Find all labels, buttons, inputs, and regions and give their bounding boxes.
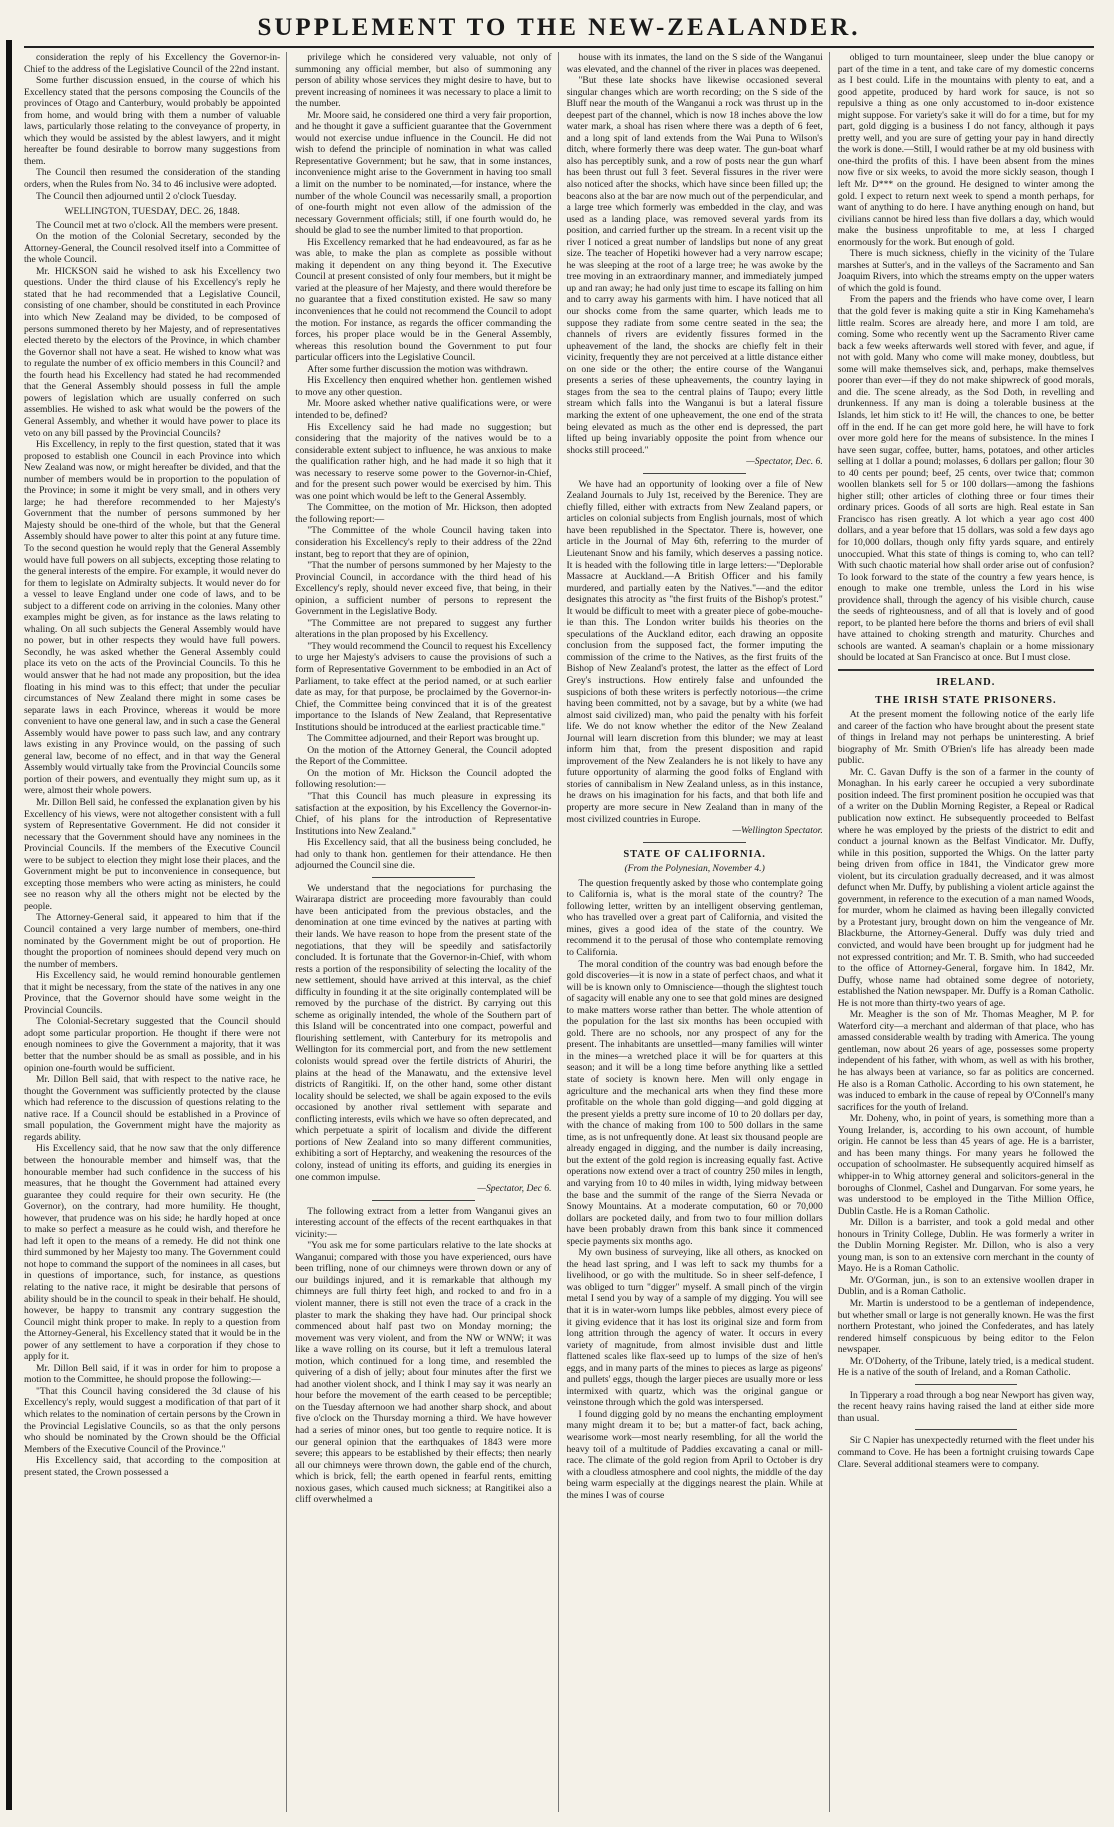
paragraph: His Excellency, in reply to the first question, stated that it was proposed to establish one Council in each Province into which New Zealand was now, or might hereafter be divided, and that the number of members would be in proportion to the population of the Province; in some it might be very small, and in others very large; he had therefore recommended to her Majesty's Government that the number of persons summoned by her Majesty should be one-third of the whole, but that the General Assembly should have power to alter this point at any future time. To the second question he would reply that the General Assembly would have full powers on all subjects, excepting those relating to the general interests of the empire. For example, it would never do for them to legislate on Admiralty subjects. It would never do for a vessel to leave England under one code of laws, and to be subject to a different code on arriving in the colonies. Many other examples might be given, as for instance as the laws relating to whaling. On all such subjects the General Assembly would have no power, but in other respects they would have full powers. Secondly, he was asked whether the General Assembly could place its veto on the acts of the Provincial Councils. To this he would answer that he had not made any proposition, but the idea floating in his mind was to this effect; that under the peculiar circumstances of New Zealand there might in some cases be separate laws in each Province, whereas it would be more convenient to have one general law, and in such a case the General Assembly would have power to pass such law, and any contrary laws existing in any Province would, on the passing of such general law, become of no effect, and in that way the General Assembly would virtually take from the Provincial Councils some portion of their powers, and eventually they might sum up, as it were, almost their whole powers. [24,439,281,797]
paragraph: His Excellency said, he would remind honourable gentlemen that it might be necessary, from the state of the natives in any one Province, that the Governor should have some weight in the Provincial Councils. [24,970,281,1016]
paragraph: On the motion of the Attorney General, the Council adopted the Report of the Committee. [295,744,552,768]
paragraph: On the motion of the Colonial Secretary, seconded by the Attorney-General, the Council resolved itself into a Committee of the whole Council. [24,231,281,266]
column-divider-rule [643,842,746,843]
column-divider-rule [915,1384,1018,1385]
paragraph: The Council then adjourned until 2 o'clock Tuesday. [36,190,237,202]
article-subheading: (From the Polynesian, November 4.) [624,863,765,875]
paragraph: Mr. Moore said, he considered one third a very fair proportion, and he thought it gave a sufficient guarantee that the Government would not exercise undue influence in the Council. He did not wish to defend the principle of nomination in what was called Representative Government; but he saw, that in some instances, inconvenience might arise to the Government in having too small a limit on the number to be nominated,—for instance, where the number of the whole Council was necessarily small, a proportion of one-fourth might not even allow of the admission of the necessary Government officials; still, if one fourth would do, he should be glad to see the number limited to that proportion. [295,109,552,237]
dateline: WELLINGTON, TUESDAY, DEC. 26, 1848. [64,206,240,218]
paragraph: The question frequently asked by those who contemplate going to California is, what is the moral state of the country? The following letter, written by an intelligent observing gentleman, who has travelled over a great part of California, and visited the mines, gives a good idea of the state of the country. We recommend it to the perusal of those who contemplate removing to California. [566,877,823,959]
column-4 [838,52,1094,1812]
source-credit: —Spectator, Dec. 6. [746,456,823,468]
article-heading: THE IRISH STATE PRISONERS. [875,694,1057,706]
paragraph: There is much sickness, chiefly in the vicinity of the Tulare marshes at Sutter's, and in the valleys of the Sacramento and San Joaquim Rivers, into which the streams empty on the upper waters of which the gold is found. [837,248,1094,294]
paragraph: His Excellency said, that all the business being concluded, he had only to thank hon. gentlemen for their attendance. He then adjourned the Council sine die. [295,837,552,872]
paragraph: In Tipperary a road through a bog near Newport has given way, the recent heavy rains having raised the land at either side more than usual. [837,1389,1094,1424]
paragraph: On the motion of Mr. Hickson the Council adopted the following resolution:— [295,767,552,791]
left-margin-bar [6,40,12,1810]
paragraph: Mr. Moore asked whether native qualifications were, or were intended to be, defined? [295,398,552,421]
paragraph: "You ask me for some particulars relative to the late shocks at Wanganui; compared with those you have experienced, ours have been trifling, none of our chimneys were thrown down or any of our buildings injured, and it is remarkable that although my chimneys are full thirty feet high, and rocked to and fro in a violent manner, there is still not even the trace of a crack in the plaster to mark the shaking they have had. Our principal shock commenced about half past two on Monday morning; the movement was very violent, and from the NW or WNW; it was like a wave rolling on its course, but it left a tremulous lateral motion, which continued for a long time, and resembled the quivering of a dish of jelly; about four minutes after the first we had another violent shock, and I think I may say it was nearly an hour before the movement of the earth ceased to be perceptible; on the Tuesday afternoon we had another sharp shock, and about five o'clock on the Thursday morning a third. We have however had a series of minor ones, but too gentle to require notice. It is our general opinion that the earthquakes of 1843 were more severe; this appears to be established by their effects; then nearly all our chimneys were thrown down, the gable end of the church, which is brick, fell; the earth opened in fearful rents, emitting noxious gases, which caused much sickness; at Rangitikei also a cliff overwhelmed a [295,1240,552,1506]
paragraph: Mr. Dillon is a barrister, and took a gold medal and other honours in Trinity College, Dublin. He was formerly a writer in the Dublin Morning Register. Mr. Dillon, who is also a very young man, is son to an extensive corn merchant in the county of Mayo. He is a Roman Catholic. [837,1217,1094,1275]
paragraph: house with its inmates, the land on the S side of the Wanganui was elevated, and the channel of the river in places was deepened. [566,52,823,75]
paragraph: From the papers and the friends who have come over, I learn that the gold fever is making quite a stir in King Kamehameha's little realm. Scores are already here, and more I am told, are coming. Some who recently went up the Sacramento River came back a few weeks afterwards well stored with fever, and ague, if not with gold. Many who come will make money, doubtless, but some will make themselves sick, and, perhaps, make themselves poorer than ever—if they do not make shipwreck of good morals, and die. The scene already, as the Sod Doth, in revelling and drunkenness. If any man is doing a tolerable business at the Islands, let him stick to it! He will, the chances to one, be better off in the end. If he can get more gold here, he will have to fork over more gold here for the means of subsistence. In the mines I have seen sugar, coffee, butter, hams, potatoes, and other articles selling at 1 dollar a pound; molasses, 6 dollars per gallon; flour 30 to 40 cents per pound; beef, 25 cents, over twice that; common woollen blankets sell for 5 or 100 dollars—among the fashions higher still; other articles of clothing three or four times their ordinary prices. Goods of all sorts are high. Real estate in San Francisco has risen greatly. A lot which a year ago cost 400 dollars, and a year before that 15 dollars, was sold a few days ago for 10,000 dollars, though only fifty yards square, and entirely unoccupied. What this state of things is coming to, who can tell? With such chaotic material how shall order arise out of confusion? To look forward to the state of the country a few years hence, is enough to make one tremble, unless the Lord in his wise providence shall, through the agency of his visible church, cause the seeds of righteousness, and of all that is lovely and of good report, to be planted here before the thorns and briers of evil shall have attained to choking strength and maturity. Churches and schools are wanted. A seaman's chaplain or a home missionary should be located at San Francisco at once. But I must close. [837,294,1094,664]
column-2 [295,52,558,1812]
paragraph: Mr. HICKSON said he wished to ask his Excellency two questions. Under the third clause of his Excellency's reply he stated that he had recommended that a Legislative Council, consisting of one chamber, should be constituted in each Province into which New Zealand may be divided, to be composed of persons summoned thereto by her Majesty, and of representatives elected thereto by the electors of the Province, in which chamber the Governor shall not have a seat. He wished to know what was to regulate the number of ex officio members in this Council? and the fourth head his Excellency had stated he had recommended that the General Assembly should possess in full the ample powers of legislation which are usually conferred on such assemblies. He wished to ask what would be the powers of the General Assembly, and whether it would have power to place its veto on any bill passed by the Provincial Councils? [24,265,281,439]
paragraph: Mr. Dillon Bell said, if it was in order for him to propose a motion to the Committee, he should propose the following:— [24,1362,281,1386]
paragraph: I found digging gold by no means the enchanting employment many might dream it to be; but a matter-of fact, back aching, wearisome work—most nearly resembling, for all the world the heavy toil of a multitude of Paddies excavating a canal or mill-race. The climate of the gold region from April to October is dry with a cloudless atmosphere and cool nights, the middle of the day being warm especially at the diggings nearest the plain. While at the mines I was of course [566,1408,823,1501]
paragraph: Sir C Napier has unexpectedly returned with the fleet under his command to Cove. He has been a fortnight cruising towards Cape Clare. Several additional steamers were to company. [837,1435,1094,1470]
paragraph: obliged to turn mountaineer, sleep under the blue canopy or part of the time in a tent, and take care of my domestic concerns as I best could. Life in the mountains with plenty to eat, and a good appetite, produced by hard work for sauce, is not so repulsive a thing as one only accustomed to in-door existence might suppose. For variety's sake it will do for a time, but for my part, gold digging is a business I do not fancy, although it pays pretty well, and you are sure of getting your pay in hand directly the work is done.—Still, I would rather be at my old business with one-third the profits of this. I have been absent from the mines now five or six weeks, to avoid the more sickly season, though I left Mr. D*** on the ground. He designed to winter among the gold. I expect to return next week to spend a month perhaps, for want of anything to do here. I have anything enough on hand, but civilians cannot be hired less than five dollars a day, which would make the business unprofitable to me, at less I charged enormously for the work. But enough of gold. [837,52,1094,248]
paragraph: "But these late shocks have likewise occasioned several singular changes which are worth recording; on the S side of the Bluff near the mouth of the Wanganui a rock was thrust up in the deepest part of the channel, which is now 18 inches above the low water mark, a shoal has risen where there was a depth of 6 feet, and a long spit of land extends from the Wai Puna to Wilson's ditch, where formerly there was deep water. The gun-boat wharf also has perceptibly sunk, and a row of posts near the gun wharf has been thrust out full 3 feet. Several fissures in the river were also noticed after the shocks, which have since been filled up; the beacons also at the bar are now much out of the perpendicular, and a large tree which formerly was embedded in the clay, and was used as a landing place, was removed several yards from its position, and carried further up the stream. In a recent visit up the river I noticed a great number of landslips but none of any great size. The teacher of Hopetiki however had a very narrow escape; he was sleeping at the root of a large tree; he was awoke by the tree moving in an extraordinary manner, and immediately jumped up and ran away; he had only just time to escape its falling on him and to carry away his garments with him. I have noticed that all our shocks come from the same quarter, which leads me to suppose they radiate from some centre seated in the sea; the channels of rivers are evidently fissures formed in the upheavement of the land, the shocks are chiefly felt in their vicinity, frequently they are not perceived at a little distance either on one side or the other; the entire course of the Wanganui presents a series of these upheavements, the country laying in stages from the sea to the central plains of Taupo; every little stream which falls into the Wanganui is but a lateral fissure marking the extent of one upheavement, the one end of the strata being elevated as much as the other end is depressed, the part lifted up being invariably opposite the point from whence our shocks still proceed." [566,75,823,456]
paragraph: "The Committee are not prepared to suggest any further alterations in the plan proposed by his Excellency. [295,617,552,641]
column-divider-rule [372,877,475,878]
newspaper-page [24,10,1094,1815]
paragraph: "That this Council having considered the 3d clause of his Excellency's reply, would suggest a modification of that part of it which relates to the nomination of certain persons by the Crown in the Provincial Legislative Councils, so as that the only persons who should be nominated by the Crown should be the Official Members of the Executive Council of the Province." [24,1385,281,1455]
column-divider-rule [915,1429,1018,1430]
source-credit: —Wellington Spectator. [732,825,823,837]
column-divider-rule [643,473,746,474]
paragraph: Mr. Martin is understood to be a gentleman of independence, but whether small or large is not generally known. He was the first northern Protestant, who joined the Confederates, and has lately rendered himself conspicuous by being editor to the Felon newspaper. [837,1297,1094,1356]
paragraph: His Excellency said, that he now saw that the only difference between the honourable member and himself was, that the honourable member had such confidence in the success of his measures, that he thought the Government had attained every guarantee they could require for their own security. He (the Governor), on the contrary, had more humility. He thought, however, that prudence was on his side; he hardly hoped at once to make so perfect a measure as he could wish, and therefore he had left it open to the means of a remedy. He did not think one third summoned by her Majesty too many. The Government could not hope to command the support of the nominees in all cases, but in questions of importance, such, for instance, as questions relating to the native race, it might be desirable that persons of ability should be in the council to speak in their behalf. He should, however, be happy to transmit any contrary suggestion the Council might think proper to make. In reply to a question from the Attorney-General, his Excellency stated that it would be in the power of any settlement to have a corporation if they chose to apply for it. [24,1143,281,1363]
section-divider-rule [838,669,1094,671]
paragraph: Mr. O'Gorman, jun., is son to an extensive woollen draper in Dublin, and is a Roman Catholic. [837,1274,1094,1298]
source-credit: —Spectator, Dec 6. [477,1183,552,1195]
masthead: SUPPLEMENT TO THE NEW-ZEALANDER. [24,10,1094,48]
paragraph: My own business of surveying, like all others, as knocked on the head last spring, and I was left to sack my thumbs for a livelihood, or go with the multitude. So in sheer self-defence, I was obliged to turn "digger" myself. A small pinch of the virgin metal I send you by way of a sample of my digging. You will see that it is in water-worn lumps like pebbles, almost every piece of it giving evidence that it has lost its original size and form from long attrition through the agency of water. It occurs in every variety of magnitude, from almost invisible dust and little flattened scales like flax-seed up to lumps of the size of hen's eggs, and in many parts of the mines to pieces as large as pigeons' and pullets' eggs, though the larger pieces are usually more or less intermixed with quartz, which was the original gangue or veinstone through which the gold was interspersed. [566,1247,823,1409]
paragraph: The following extract from a letter from Wanganui gives an interesting account of the effects of the recent earthquakes in that vicinity:— [295,1205,552,1240]
paragraph: Mr. Dillon Bell said, he confessed the explanation given by his Excellency of his views, were not altogether consistent with a full system of Representative Government. He did not consider it necessary that the Government should have any nominees in the Provincial Councils. If the members of the Executive Council were to be subject to election they might lose their places, and the Government might be put to inconvenience in consequence, but excepting those members who were acting as ministers, he could see no reason why all the others might not be elected by the people. [24,797,281,912]
paragraph: Mr. Doheny, who, in point of years, is something more than a Young Irelander, is, according to his own account, of humble origin. He cannot be less than 45 years of age. He is a barrister, and has been many things. For many years he followed the occupation of schoolmaster. He subsequently acquired himself as whipper-in to Whig attorney general and solicitors-general in the boroughs of Clonmel, Cashel and Dungarvan. For some years, he was understood to be employed in the Tithe Million Office, Dublin Castle. He is a Roman Catholic. [837,1113,1094,1217]
paragraph: "They would recommend the Council to request his Excellency to urge her Majesty's advisers to cause the provisions of such a form of Representative Government to be embodied in an Act of Parliament, to take effect at the period named, or at such earlier date as may, for that purpose, be proclaimed by the Governor-in-Chief, the Committee being convinced that it is of the greatest importance to the Islands of New Zealand, that Representative Institutions should be introduced at the earliest practicable time." [295,640,552,733]
article-heading: IRELAND. [936,676,996,688]
paragraph: The moral condition of the country was bad enough before the gold discoveries—it is now in a state of perfect chaos, and what it will be is known only to Omniscience—though the slightest touch of sagacity will enable any one to see that gold mines are designed to make matters worse rather than better. The whole attention of the population for the last six months has been occupied with gold. There are no schools, nor any prospect of any for the present. The inhabitants are unsettled—many families will winter in the mines—a wretched place it will be for quarters at this season; and it will be a long time before anything like a settled state of society is known here. Men will only engage in agriculture and the mechanical arts when they find these more profitable on the whole than gold digging—and gold digging at the present yields a pretty sure income of 10 to 20 dollars per day, with the chance of making from 100 to 500 dollars in the same time, as is not unfrequently done. At least six thousand people are already engaged in digging, and the number is daily increasing, but the extent of the gold region is increasing equally fast. Active operations now extend over a tract of country 250 miles in length, and varying from 10 to 40 miles in width, lying midway between the base and the summit of the range of the Sierra Nevada or Snowy Mountains. At a moderate computation, 60 or 70,000 dollars are pocketed daily, and from two to four million dollars have been probably drawn from this bank since it commenced specie payments six months ago. [566,958,823,1247]
paragraph: We understand that the negociations for purchasing the Wairarapa district are proceeding more favourably than could have been anticipated from the previous obstacles, and the denomination at one time evinced by the natives at parting with their lands. We have reason to hope from the present state of the negotiations, that they will be speedily and satisfactorily concluded. It is fortunate that the Governor-in-Chief, with whom rests a portion of the responsibility of selecting the locality of the new settlement, should have arrived at this interval, as the chief difficulty in founding it at the site originally contemplated will be removed by the purchase of the district. By carrying out this scheme as originally intended, the whole of the Southern part of this Island will be concentrated into one compact, powerful and flourishing settlement, with Canterbury for its metropolis and Wellington for its commercial port, and from the new settlement colonists would spread over the fertile districts of Ahuriri, the plains at the head of the Manawatu, and the extensive level districts of Rangitiki. If, on the other hand, some other distant locality should be selected, we shall be again exposed to the evils occasioned by another rival settlement with separate and conflicting interests, evils which we have so often deprecated, and which perpetuate a spirit of localism and divide the different portions of New Zealand into so many different communities, exhibiting a sort of Heptarchy, and weakening the resources of the colony, instead of uniting its efforts, and guiding its energies in one common impulse. [295,882,552,1183]
paragraph: consideration the reply of his Excellency the Governor-in-Chief to the address of the Legislative Council of the 22nd instant. [24,52,281,75]
paragraph: The Council then resumed the consideration of the standing orders, when the Rules from No. 34 to 46 inclusive were adopted. [24,167,281,191]
paragraph: The Council met at two o'clock. All the members were present. [36,219,279,231]
paragraph: "That the number of persons summoned by her Majesty to the Provincial Council, in accordance with the third head of his Excellency's reply, should never exceed five, that being, in their opinion, a sufficient number of persons to represent the Government in the Legislative Body. [295,560,552,618]
paragraph: "That this Council has much pleasure in expressing its satisfaction at the exposition, by his Excellency the Governor-in-Chief, of his plans for the introduction of Representative Institutions into New Zealand." [295,791,552,837]
paragraph: privilege which he considered very valuable, not only of summoning any official member, but also of summoning any person of ability whose services they might desire to have, but to prevent increasing of nominees it was necessary to place a limit to the number. [295,52,552,110]
article-heading: STATE OF CALIFORNIA. [623,848,766,860]
paragraph: His Excellency remarked that he had endeavoured, as far as he was able, to make the plan as complete as possible without making it dependent on any thing beyond it. The Executive Council at present consisted of only four members, but it might be varied at the pleasure of her Majesty, and there would therefore be no guarantee that a fixed constitution existed. He saw so many inconveniences that he could not recommend the Council to adopt the motion. For instance, as regards the officer commanding the forces, his proper place would be in the General Assembly, whereas this resolution bound the Government to put four particular officers into the Legislative Council. [295,236,552,364]
paragraph: "The Committee of the whole Council having taken into consideration his Excellency's reply to their address of the 22nd instant, beg to report that they are of opinion, [295,525,552,560]
column-3 [567,52,830,1812]
paragraph: At the present moment the following notice of the early life and career of the faction who have brought about the present state of things in Ireland may not perhaps be uninteresting. A brief biography of Mr. Smith O'Brien's life has already been made public. [837,709,1094,767]
paragraph: Mr. C. Gavan Duffy is the son of a farmer in the county of Monaghan. In his early career he occupied a very subordinate position indeed. The first prominent position he occupied was that of a writer on the Dublin Morning Register, a Repeal or Radical publication now extinct. He subsequently proceeded to Belfast where he was employed by the priests of the district to edit and conduct a journal known as the Belfast Vindicator. Mr. Duffy, while in this position, supported the Whigs. On the latter party being driven from office in 1841, the Vindicator grew more violent, but its circulation gradually decreased, and it was almost defunct when Mr. Duffy, by publishing a violent article against the government, in reference to the execution of a man named Woods, for murder, whom he claimed as having been illegally convicted by a Protestant jury, brought down on him the vengeance of Mr. Blackburne, the Attorney-General. Duffy was duly tried and convicted, and would have been brought up for judgment had he not expressed contrition; and Mr. T. B. Smith, who had succeeded to the office of Attorney-General, forgave him. In 1842, Mr. Duffy, whose name had obtained some degree of notoriety, established the Nation newspaper. Mr. Duffy is a Roman Catholic. He is not more than thirty-two years of age. [837,766,1094,1009]
paragraph: After some further discussion the motion was withdrawn. [307,363,528,375]
paragraph: We have had an opportunity of looking over a file of New Zealand Journals to July 1st, received by the Berenice. They are chiefly filled, either with extracts from New Zealand papers, or articles on colonial subjects from English journals, most of which have been republished in the Spectator. There is, however, one article in the Journal of May 6th, referring to the murder of Lieutenant Snow and his family, which deserves a passing notice. It is headed with the following title in large letters:—"Deplorable Massacre at Auckland.—A British Officer and his family murdered, and partially eaten by the Natives."—and the editor designates this atrocity as "the first fruits of the Bishop's protest." It would be difficult to meet with a greater piece of gobe-mouche-ie than this. The London writer builds his theories on the speculations of the Auckland editor, each drawing an opposite conclusion from the supposed fact, the former imputing the commission of the crime to the Natives, as the first fruits of the Bishop of New Zealand's protest, the latter as the effect of Lord Grey's instructions. How entirely false and unfounded the suspicions of both these writers is perfectly notorious—the crime having been committed, not by a savage, but by a white (we had almost said civilized) man, who paid the penalty with his forfeit life. We do not know whether the editor of the New Zealand Journal will learn discretion from this blunder; we may at least inform him that, from the present disposition and rapid improvement of the New Zealanders he is not likely to have any future opportunity of alarming the good folks of England with stories of cannibalism in New Zealand unless, as in this instance, he draws on his imagination for his facts, and that both life and property are more secure in New Zealand than in many of the most civilized countries in Europe. [566,478,823,825]
paragraph: His Excellency said, that according to the composition at present stated, the Crown possessed a [24,1455,281,1478]
paragraph: His Excellency said he had made no suggestion; but considering that the majority of the natives would be to a considerable extent subject to influence, he was anxious to make the qualification rather high, and he had made it so high that it was necessary to reserve some power to the Governor-in-Chief, and for the present such power would be exercised by him. This was one point which would be left to the General Assembly. [295,421,552,502]
paragraph: The Colonial-Secretary suggested that the Council should adopt some particular proportion. He thought if there were not enough nominees to give the Government a majority, that it was better that the number should be as small as possible, and in his opinion one-fourth would be sufficient. [24,1016,281,1074]
paragraph: Mr. Meagher is the son of Mr. Thomas Meagher, M P. for Waterford city—a merchant and alderman of that place, who has amassed considerable wealth by trading with America. The young gentleman, now about 26 years of age, possesses some property independent of his father, with whom, as well as with his brother, he has always been at variance, so far as politics are concerned. He also is a Roman Catholic. According to his own statement, he was induced to embark in the cause of repeal by O'Connell's many sacrifices for the youth of Ireland. [837,1009,1094,1113]
paragraph: Mr. Dillon Bell said, that with respect to the native race, he thought the Government was sufficiently protected by the clause which had reference to the discussion of questions relating to the native race. If a Council should be established in a Province of small population, the Government might have the majority as regards ability. [24,1074,281,1143]
column-divider-rule [372,1200,475,1201]
paragraph: Mr. O'Doherty, of the Tribune, lately tried, is a medical student. He is a native of the south of Ireland, and a Roman Catholic. [837,1355,1094,1379]
paragraph: The Committee, on the motion of Mr. Hickson, then adopted the following report:— [295,502,552,525]
paragraph: Some further discussion ensued, in the course of which his Excellency stated that the persons composing the Councils of the provinces of Otago and Canterbury, would probably be appointed from home, and would bring with them a number of valuable laws, particularly those relating to the conveyance of property, in which they would be assisted by the ablest lawyers, and it might hereafter be found desirable to borrow many suggestions from them. [24,75,281,167]
column-1 [24,52,287,1812]
paragraph: His Excellency then enquired whether hon. gentlemen wished to move any other question. [295,375,552,398]
paragraph: The Committee adjourned, and their Report was brought up. [307,733,540,745]
paragraph: The Attorney-General said, it appeared to him that if the Council contained a very large number of members, one-third nominated by the Government might be out of proportion. He thought the proportion of nominees should depend very much on the number of members. [24,912,281,970]
columns [24,52,1094,1812]
